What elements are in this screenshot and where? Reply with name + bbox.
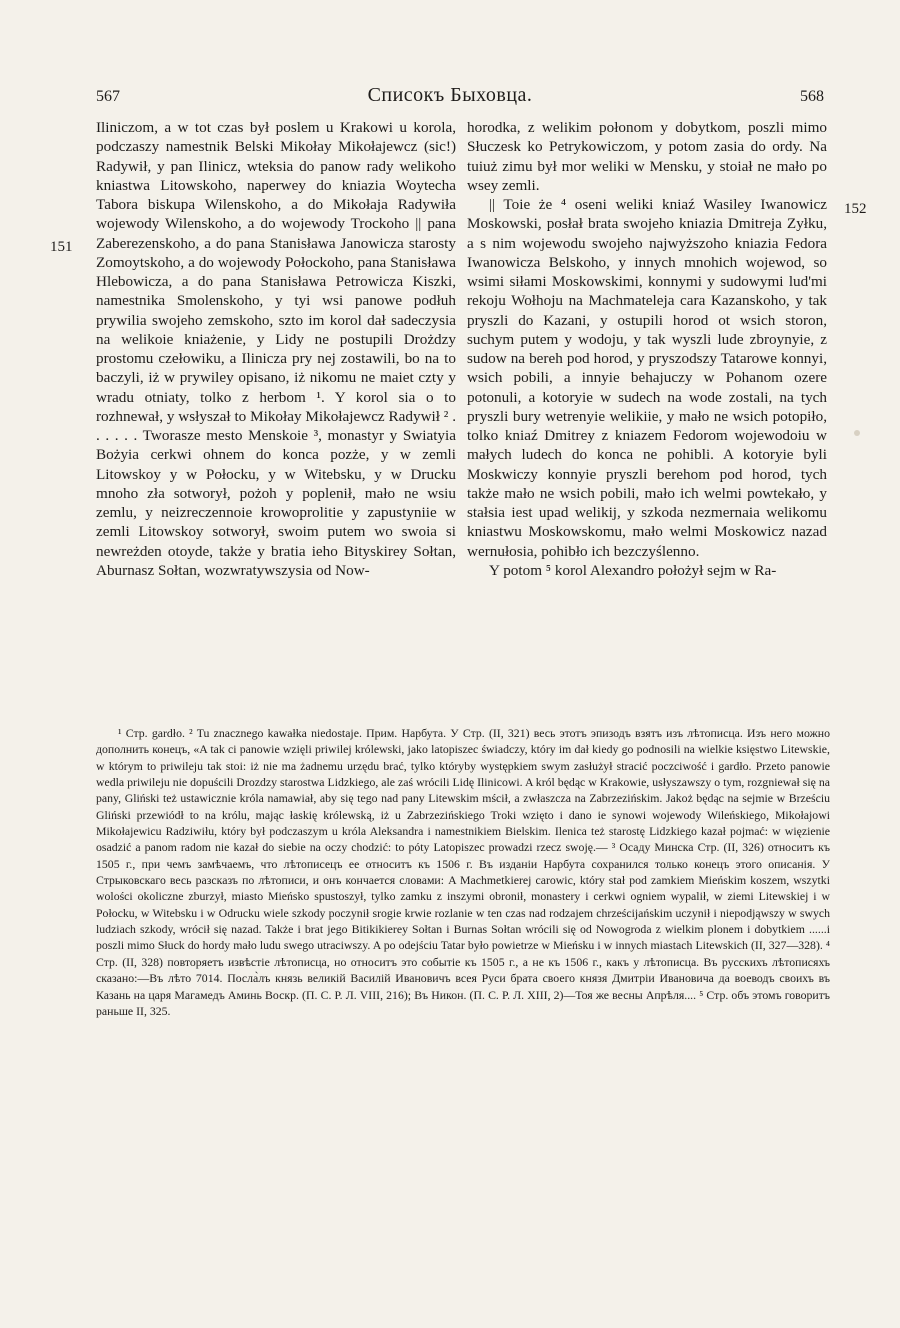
right-column-paragraph-2: || Toie że ⁴ oseni weliki kniaź Wasiley Iwanowicz Moskowski, posłał brata swojeho kniazia Dmitreja Zyłku, a s nim wojewodu swojeho najwyższoho kniazia Fedora Iwanowicza Belskoho, y innych mnohich wojewod, so wsimi siłami Moskowskimi, konnymi y sudowymi lud'mi rekoju Wołhoju na Machmateleja cara Kazanskoho, y tak pryszli do Kazani, y ostupili horod ot wsich storon, suchym putem y wodoju, y tak wyszli lude zbroynyie, z sudow na bereh pod horod, y pryszodszy Tatarowe konnyi, wsich pobili, a innyie behajuczy w Pohanom ozere potonuli, a kotoryie w sudech na wode zostali, na tych pryszli bury wetrenyie welikiie, y mało ne wsich potopiło, tolko kniaź Dmitrey z kniazem Fedorom wojewodoiu w małych ludech do konca ne pohibli. A kotoryie byli Moskwiczy konnyie pryszli berehom pod horod, tych także mało ne wsich pobili, mało ich welmi powtekało, y stałsia iest upad welikij, y szkoda nezmernaia welikomu kniastwu Moskowskomu, mało welmi Moskowicz nazad wernułosia, pohibło ich bezczyślenno. (467, 196, 827, 560)
running-title: Списокъ Быховца. (367, 84, 533, 106)
running-header (0, 84, 900, 114)
margin-folio-left: 151 (50, 239, 73, 255)
left-text-column (96, 118, 456, 580)
right-text-column (467, 118, 827, 580)
right-column-paragraph-1: horodka, z welikim połonom y dobytkom, poszli mimo Słuczesk ko Petrykowiczom, y potom zasia do ordy. Na tuiuż zimu był mor weliki w Mensku, y stoiał ne mało po wsey zemli. (467, 119, 827, 194)
page-number-right: 568 (800, 88, 824, 105)
margin-folio-right: 152 (844, 201, 867, 217)
left-column-paragraph: Iliniczom, a w tot czas był poslem u Krakowi u korola, podczaszy namestnik Belski Mikołay Mikołajewcz (sic!) Radywił, y pan Ilinicz, wteksia do panow rady welikoho kniastwa Litowskoho, naperwey do kniazia Woytecha Tabora biskupa Wilenskoho, a do Mikołaja Radywiła wojewody Wilenskoho, a do wojewody Trockoho || pana Zaberezenskoho, a do pana Stanisława Janowicza starosty Zomoytskoho, a do wojewody Połockoho, pana Stanisława Hlebowicza, a do pana Stanisława Petrowicza Kiszki, namestnika Smolenskoho, y tyi wsi panowe podłuh prywilia swojeho zemskoho, szto im korol dał sadeczysia na welikoie kniażenie, y Lidy ne postupili Drożdzy prostomu czełowiku, a Ilinicza pry nej zostawili, bo na to baczyli, iż w prywiley opisano, iż nikomu ne maiet czty y wradu otniaty, tolko z herbom ¹. Y korol sia o to rozhnewał, y wsłyszał to Mikołay Mikołajewcz Radywił ² . . . . . . Tworasze mesto Menskoie ³, monastyr y Swiatyia Bożyia cerkwi ohnem do konca pozże, y w zemli Litowskoy y w Połocku, y w Witebsku, y w Drucku mnoho zła sotworył, pożoh y poplenił, mało ne wsiu zemlu, y neizreczennoie krowoprolitie y zapustyniie w zemli Litowskoy sotworył, swoim putem wo swoia si newreżden otoyde, także y bratia ieho Bityskirey Sołtan, Aburnasz Sołtan, wozwratywszysia od Now- (96, 119, 456, 579)
paper-stain (854, 430, 860, 436)
footnotes (96, 725, 830, 1019)
page-number-left: 567 (96, 88, 120, 105)
right-column-paragraph-3: Y potom ⁵ korol Alexandro położył sejm w Ra- (489, 561, 777, 579)
footnotes-text: ¹ Стр. gardło. ² Tu znacznego kawałka niedostaje. Прим. Нарбута. У Стр. (II, 321) весь этотъ эпизодъ взятъ изъ лѣтописца. Изъ него можно дополнить конецъ, «A tak ci panowie wzięli priwilej królewski, jako latopiszec świadczy, który im dał kiedy go podnosili na wielkie księstwo Litewskie, w którym to priwileju tak stoi: iż nie ma żadnemu urzędu brać, tylko któryby występkiem swym zasłużył stracić poczciwość i gardło. Przeto panowie wedla priwileju nie dopuścili Drozdzy starostwa Lidzkiego, ale zaś wrócili Lidę Ilinicowi. A król będąc w Krakowie, usłyszawszy o tym, rozgniewał się na pany, Gliński też ustawicznie króla namawiał, aby się tego nad pany Litewskim mścił, a zwłaszcza na Zabrzezińskim. Jakoż będąc na sejmie w Brześciu Gliński przewiódł to na królu, mając łaskię królewską, iż u Zabrzezińskiego Troki wzięto i dano ie synowi wojewody Wileńskiego, Mikołajowi Mikołajewicu Radziwiłu, który był podczaszym u króla Aleksandra i namestnikiem Bielskim. Ilenica też starostę Lidzkiego kazał pojmać: w więzienie osadzić a panom radom nie kazał do siebie na oczy chodzić: to póty Latopiszec prowadzi rzecz swoję.— ³ Осаду Минска Стр. (II, 326) относитъ къ 1505 г., при чемъ замѣчаемъ, что лѣтописецъ ее относитъ къ 1506 г. Въ изданіи Нарбута сохранился только конецъ этого описанія. У Стрыковскаго весь разсказъ по лѣтописи, и онъ кончается словами: A Machmetkierej carowic, który stał pod zamkiem Mieńskim koszem, wszytki wolości okoliczne zburzył, miasto Mieńsko spustoszył, tylko zamku z inszymi obronił, monastery i cerkwi ogniem wypalił, w ziemi Litewskiej i w Połocku, w Witebsku i w Odrucku wiele szkody poczynił srogie krwie rozlanie w ten czas nad rodzajem chrześcijańskim uczynił i niepodjąwszy w swych ludziach szkody, wrócił się nazad. Także i brat jego Bitikikierey Sołtan i Burnas Sołtan wrócili się od Nowogroda z wielkim plonem i dobytkiem ......i poszli mimo Słuck do hordy mało ludu swego utraciwszy. A po odejściu Tatar było powietrze w Mieńsku i w innych miastach Litewskich (II, 327—328). ⁴ Стр. (II, 328) повторяетъ извѣстіе лѣтописца, но относитъ это событіе къ 1505 г., а не къ 1506 г., какъ у лѣтописца. Въ русскихъ лѣтописяхъ сказано:—Въ лѣто 7014. Посла̀лъ князь великій Василій Ивановичъ всея Руси брата своего князя Дмитріи Ивановича да воеводъ своихъ въ Казань на царя Магамедъ Аминь Воскр. (П. С. Р. Л. VIII, 216); Въ Никон. (П. С. Р. Л. XIII, 2)—Тоя же весны Апрѣля.... ⁵ Стр. объ этомъ говоритъ раньше II, 325. (96, 726, 830, 1018)
